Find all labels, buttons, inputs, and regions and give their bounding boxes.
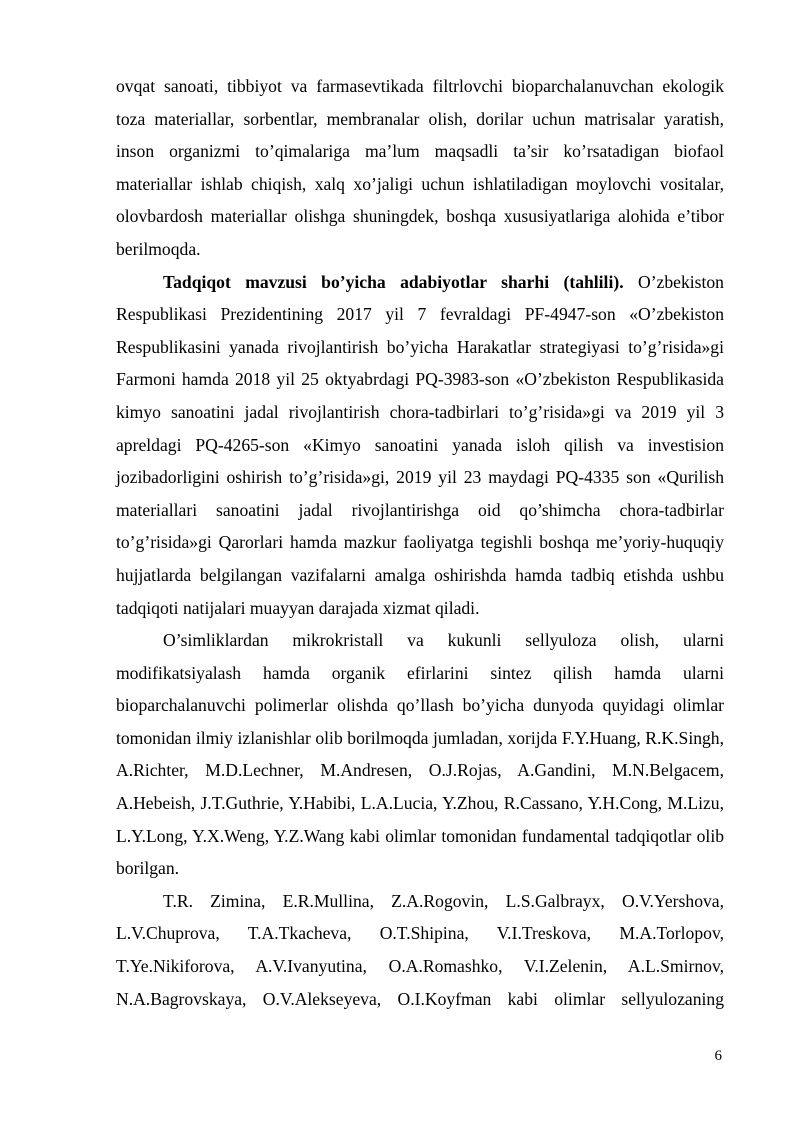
section-heading: Tadqiqot mavzusi bo’yicha adabiyotlar sharhi (tahlili). <box>163 271 624 292</box>
page-number: 6 <box>714 1048 722 1064</box>
document-page <box>116 70 724 1015</box>
paragraph-2-text: O’zbekiston Respublikasi Prezidentining 2017 yil 7 fevraldagi PF-4947-son «O’zbekiston Respublikasini yanada rivojlantirish bo’yicha Harakatlar strategiyasi to’g’risida»gi Farmoni hamda 2018 yil 25 oktyabrdagi PQ-3983-son «O’zbekiston Respublikasida kimyo sanoatini jadal rivojlantirish chora-tadbirlari to’g’risida»gi va 2019 yil 3 apreldagi PQ-4265-son «Kimyo sanoatini yanada isloh qilish va investision jozibadorligini oshirish to’g’risida»gi, 2019 yil 23 maydagi PQ-4335 son «Qurilish materiallari sanoatini jadal rivojlantirishga oid qo’shimcha chora-tadbirlar to’g’risida»gi Qarorlari hamda mazkur faoliyatga tegishli boshqa me’yoriy-huquqiy hujjatlarda belgilangan vazifalarni amalga oshirishda hamda tadbiq etishda ushbu tadqiqoti natijalari muayyan darajada xizmat qiladi. <box>116 271 724 618</box>
paragraph-3 <box>116 624 724 885</box>
paragraph-1-text: ovqat sanoati, tibbiyot va farmasevtikada filtrlovchi bioparchalanuvchan ekologik toza materiallar, sorbentlar, membranalar olish, dorilar uchun matrisalar yaratish, inson organizmi to’qimalariga ma’lum maqsadli ta’sir ko’rsatadigan biofaol materiallar ishlab chiqish, xalq xo’jaligi uchun ishlatiladigan moylovchi vositalar, olovbardosh materiallar olishga shuningdek, boshqa xususiyatlariga alohida e’tibor berilmoqda. <box>116 76 724 259</box>
paragraph-1 <box>116 70 724 266</box>
paragraph-4 <box>116 885 724 1015</box>
paragraph-3-text: O’simliklardan mikrokristall va kukunli sellyuloza olish, ularni modifikatsiyalash hamda organik efirlarini sintez qilish hamda ularni bioparchalanuvchi polimerlar olishda qo’llash bo’yicha dunyoda quyidagi olimlar tomonidan ilmiy izlanishlar olib borilmoqda jumladan, xorijda F.Y.Huang, R.K.Singh, A.Richter, M.D.Lechner, M.Andresen, O.J.Rojas, A.Gandini, M.N.Belgacem, A.Hebeish, J.T.Guthrie, Y.Habibi, L.A.Lucia, Y.Zhou, R.Cassano, Y.H.Cong, M.Lizu, L.Y.Long, Y.X.Weng, Y.Z.Wang kabi olimlar tomonidan fundamental tadqiqotlar olib borilgan. <box>116 630 724 879</box>
paragraph-4-text: T.R. Zimina, E.R.Mullina, Z.A.Rogovin, L.S.Galbrayx, O.V.Yershova, L.V.Chuprova, T.A.Tkacheva, O.T.Shipina, V.I.Treskova, M.A.Torlopov, T.Ye.Nikiforova, A.V.Ivanyutina, O.A.Romashko, V.I.Zelenin, A.L.Smirnov, N.A.Bagrovskaya, O.V.Alekseyeva, O.I.Koyfman kabi olimlar sellyulozaning <box>116 890 724 1009</box>
paragraph-2 <box>116 266 724 625</box>
